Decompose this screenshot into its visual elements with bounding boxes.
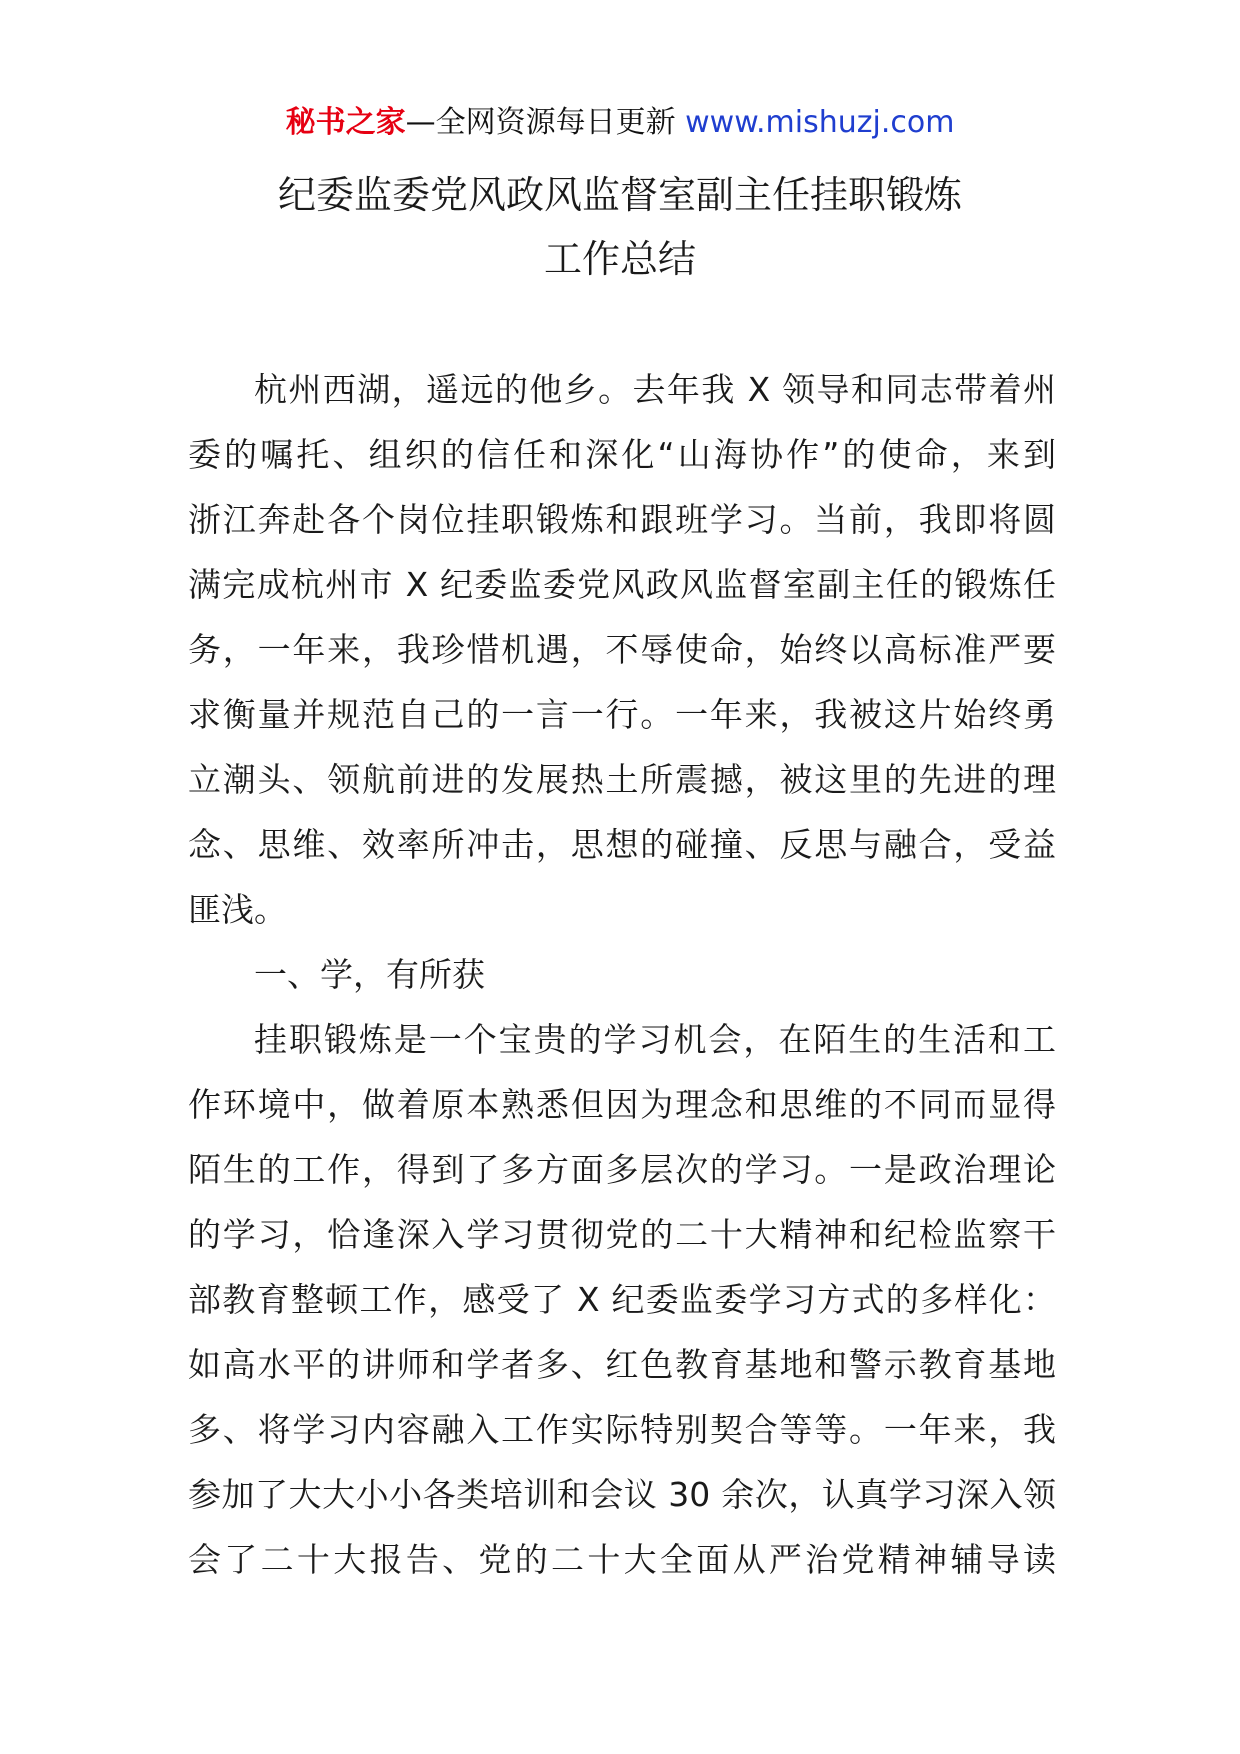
paragraph-line: 满完成杭州市 X 纪委监委党风政风监督室副主任的锻炼任 [188, 565, 1056, 604]
paragraph-line: 参加了大大小小各类培训和会议 30 余次，认真学习深入领 [188, 1475, 1056, 1514]
paragraph-line: 求衡量并规范自己的一言一行。一年来，我被这片始终勇 [188, 695, 1056, 734]
brand-name: 秘书之家 [285, 105, 406, 140]
paragraph-line: 挂职锻炼是一个宝贵的学习机会，在陌生的生活和工 [254, 1020, 1056, 1059]
document-title-line-2: 工作总结 [543, 237, 696, 281]
paragraph-line: 会了二十大报告、党的二十大全面从严治党精神辅导读 [188, 1540, 1056, 1579]
paragraph-line: 浙江奔赴各个岗位挂职锻炼和跟班学习。当前，我即将圆 [188, 500, 1056, 539]
paragraph-line: 陌生的工作，得到了多方面多层次的学习。一是政治理论 [188, 1150, 1056, 1189]
paragraph-line: 作环境中，做着原本熟悉但因为理念和思维的不同而显得 [188, 1085, 1056, 1124]
header-tagline: —全网资源每日更新 [405, 105, 686, 140]
section-heading: 一、学，有所获 [254, 955, 485, 994]
document-title-line-1: 纪委监委党风政风监督室副主任挂职锻炼 [277, 173, 962, 217]
paragraph-line: 如高水平的讲师和学者多、红色教育基地和警示教育基地 [188, 1345, 1056, 1384]
paragraph-line: 务，一年来，我珍惜机遇，不辱使命，始终以高标准严要 [188, 630, 1056, 669]
document-body [188, 357, 1056, 1592]
paragraph-line: 的学习，恰逢深入学习贯彻党的二十大精神和纪检监察干 [188, 1215, 1056, 1254]
paragraph-line: 念、思维、效率所冲击，思想的碰撞、反思与融合，受益 [188, 825, 1056, 864]
paragraph-line: 匪浅。 [188, 890, 287, 929]
paragraph-line: 委的嘱托、组织的信任和深化“山海协作”的使命，来到 [188, 435, 1056, 474]
paragraph-line: 杭州西湖，遥远的他乡。去年我 X 领导和同志带着州 [254, 370, 1056, 409]
site-header [0, 103, 1240, 143]
site-url-link[interactable]: www.mishuzj.com [685, 105, 955, 140]
paragraph-line: 多、将学习内容融入工作实际特别契合等等。一年来，我 [188, 1410, 1056, 1449]
paragraph-line: 立潮头、领航前进的发展热土所震撼，被这里的先进的理 [188, 760, 1056, 799]
paragraph-line: 部教育整顿工作，感受了 X 纪委监委学习方式的多样化： [188, 1280, 1056, 1319]
